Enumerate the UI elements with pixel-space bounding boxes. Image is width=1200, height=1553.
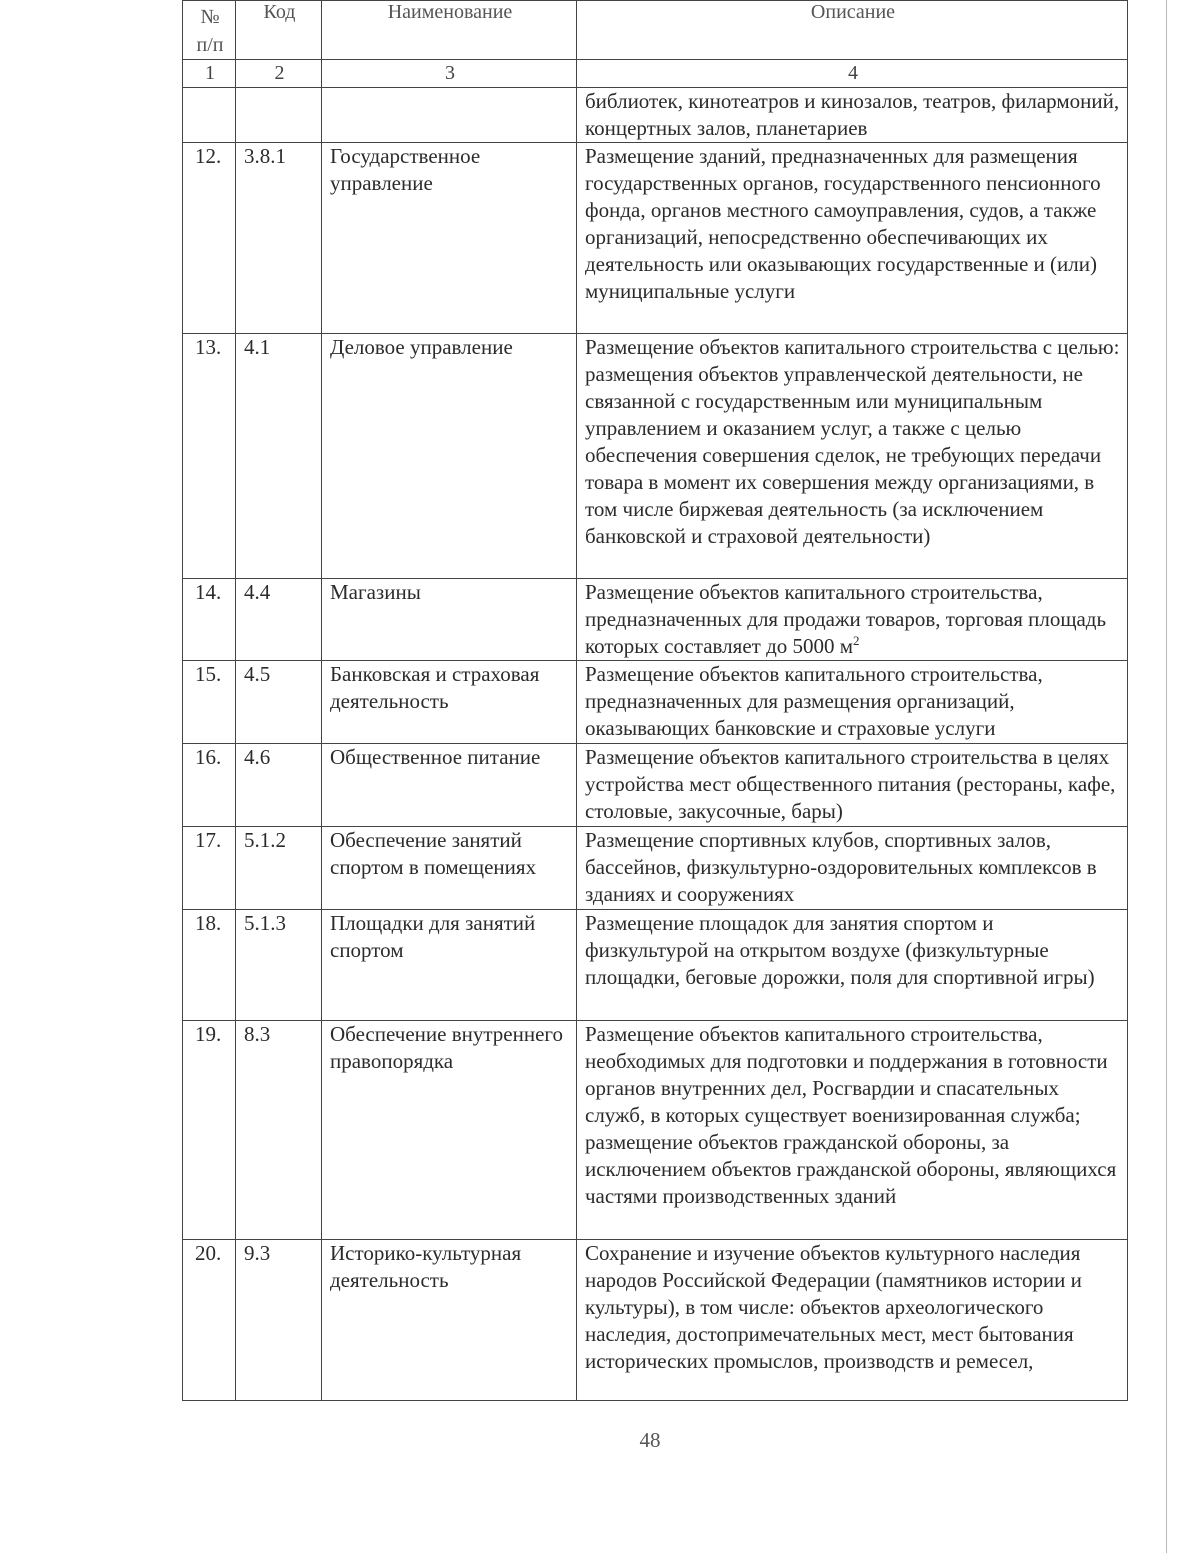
cell-name: Банковская и страховая деятельность [322,661,577,744]
scan-edge-line [1166,0,1167,1553]
cell-name: Государственное управление [322,143,577,334]
cell-desc: Размещение спортивных клубов, спортивных залов, бассейнов, физкультурно-оздоровительных комплексов в зданиях и сооружениях [577,827,1128,910]
index-4: 4 [577,60,1128,88]
page-number: 48 [639,1428,661,1452]
cell-num: 15. [183,661,236,744]
cell-num: 13. [183,334,236,579]
cell-num: 19. [183,1021,236,1240]
cell-desc: Размещение объектов капитального строительства с целью: размещения объектов управленческой деятельности, не связанной с государственным или муниципальным управлением и оказанием услуг, а также с целью обеспечения совершения сделок, не требующих передачи товара в момент их совершения между организациями, в том числе биржевая деятельность (за исключением банковской и страховой деятельности) [577,334,1128,579]
table-header-row [183,1,1128,60]
cell-code: 8.3 [236,1021,322,1240]
cell-name: Деловое управление [322,334,577,579]
header-name: Наименование [322,1,577,60]
continuation-num [183,88,236,143]
cell-code: 4.1 [236,334,322,579]
superscript: 2 [853,633,860,648]
header-code: Код [236,1,322,60]
cell-code: 5.1.3 [236,910,322,1021]
header-desc: Описание [577,1,1128,60]
cell-code: 9.3 [236,1240,322,1401]
table-row [183,334,1128,579]
cell-desc: Размещение объектов капитального строительства в целях устройства мест общественного питания (рестораны, кафе, столовые, закусочные, бары) [577,744,1128,827]
cell-code: 4.4 [236,579,322,661]
column-index-row [183,60,1128,88]
cell-num: 17. [183,827,236,910]
cell-num: 14. [183,579,236,661]
cell-num: 16. [183,744,236,827]
cell-code: 5.1.2 [236,827,322,910]
cell-name: Историко-культурная деятельность [322,1240,577,1401]
table-row [183,143,1128,334]
continuation-name [322,88,577,143]
cell-desc: Размещение объектов капитального строительства, предназначенных для продажи товаров, торговая площадь которых составляет до 5000 $м^2$ [577,579,1128,661]
cell-desc: Размещение объектов капитального строительства, предназначенных для размещения организаций, оказывающих банковские и страховые услуги [577,661,1128,744]
table-row [183,744,1128,827]
cell-name: Обеспечение занятий спортом в помещениях [322,827,577,910]
table-row [183,1021,1128,1240]
cell-desc: Размещение зданий, предназначенных для размещения государственных органов, государственного пенсионного фонда, органов местного самоуправления, судов, а также организаций, непосредственно обеспечивающих их деятельность или оказывающих государственные и (или) муниципальные услуги [577,143,1128,334]
cell-desc: Размещение площадок для занятия спортом и физкультурой на открытом воздухе (физкультурные площадки, беговые дорожки, поля для спортивной игры) [577,910,1128,1021]
continuation-code [236,88,322,143]
cell-name: Площадки для занятий спортом [322,910,577,1021]
cell-name: Общественное питание [322,744,577,827]
continuation-row [183,88,1128,143]
cell-name: Обеспечение внутреннего правопорядка [322,1021,577,1240]
index-3: 3 [322,60,577,88]
cell-code: 4.5 [236,661,322,744]
cell-desc: Размещение объектов капитального строительства, необходимых для подготовки и поддержания в готовности органов внутренних дел, Росгвардии и спасательных служб, в которых существует военизированная служба; размещение объектов гражданской обороны, за исключением объектов гражданской обороны, являющихся частями производственных зданий [577,1021,1128,1240]
index-1: 1 [183,60,236,88]
cell-num: 20. [183,1240,236,1401]
cell-num: 18. [183,910,236,1021]
table-row [183,661,1128,744]
cell-num: 12. [183,143,236,334]
header-num: № п/п [183,1,236,60]
cell-desc: Сохранение и изучение объектов культурного наследия народов Российской Федерации (памятников истории и культуры), в том числе: объектов археологического наследия, достопримечательных мест, мест бытования исторических промыслов, производств и ремесел, [577,1240,1128,1401]
table-row [183,827,1128,910]
cell-name: Магазины [322,579,577,661]
index-2: 2 [236,60,322,88]
table-row [183,1240,1128,1401]
table-row [183,910,1128,1021]
cell-code: 3.8.1 [236,143,322,334]
continuation-desc: библиотек, кинотеатров и кинозалов, театров, филармоний, концертных залов, планетариев [577,88,1128,143]
cell-code: 4.6 [236,744,322,827]
land-use-table [182,0,1128,1401]
table-row [183,579,1128,661]
